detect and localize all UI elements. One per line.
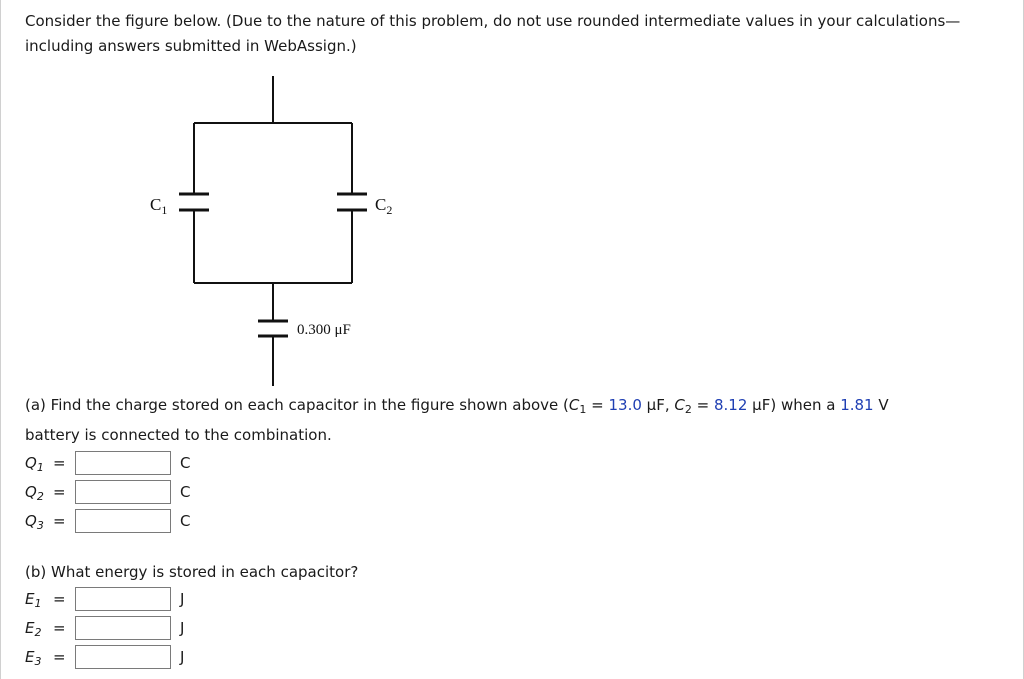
c3-value-label: 0.300 μF	[297, 322, 351, 338]
answer-row-e2: $E_2$ = J	[25, 615, 184, 641]
answer-row-e3: $E_3$ = J	[25, 644, 184, 670]
e2-input[interactable]	[75, 616, 171, 640]
answer-row-q2: $Q_2$ = C	[25, 479, 190, 505]
circuit-wires	[194, 76, 352, 386]
c2-value: 8.12	[713, 396, 748, 414]
answer-row-q1: $Q_1$ = C	[25, 450, 190, 476]
q1-symbol: $Q_1$	[25, 454, 44, 474]
q1-input[interactable]	[75, 451, 171, 475]
q2-unit: C	[180, 483, 191, 501]
e3-input[interactable]	[75, 645, 171, 669]
c1-value: 13.0	[608, 396, 642, 414]
q2-input[interactable]	[75, 480, 171, 504]
q2-symbol: $Q_2$	[25, 483, 44, 503]
problem-intro: Consider the figure below. (Due to the nature of this problem, do not use rounded intermediate values in your calculations—including answers submitted in WebAssign.)	[25, 12, 961, 55]
q3-symbol: $Q_3$	[25, 512, 44, 532]
answer-row-q3: $Q_3$ = C	[25, 508, 190, 534]
q3-input[interactable]	[75, 509, 171, 533]
c1-label: $C_1$	[150, 195, 168, 217]
part-a-prompt-line2: battery is connected to the combination.	[25, 426, 332, 444]
q1-unit: C	[180, 454, 191, 472]
e1-input[interactable]	[75, 587, 171, 611]
voltage-value: 1.81	[840, 396, 874, 414]
e1-symbol: $E_1$	[25, 590, 42, 610]
e3-unit: J	[180, 648, 185, 666]
circuit-diagram	[1, 0, 1024, 400]
part-b-prompt: (b) What energy is stored in each capacitor?	[25, 563, 359, 581]
c2-label: $C_2$	[375, 195, 393, 217]
e1-unit: J	[180, 590, 185, 608]
answer-row-e1: $E_1$ = J	[25, 586, 184, 612]
part-a-prompt: (a) Find the charge stored on each capacitor in the figure shown above ($C_1 = 13.0$ μF, $C_2 = 8.12$ μF) when a 1.81 V	[25, 396, 889, 416]
e3-symbol: $E_3$	[25, 648, 42, 668]
e2-unit: J	[180, 619, 185, 637]
e2-symbol: $E_2$	[25, 619, 42, 639]
q3-unit: C	[180, 512, 191, 530]
